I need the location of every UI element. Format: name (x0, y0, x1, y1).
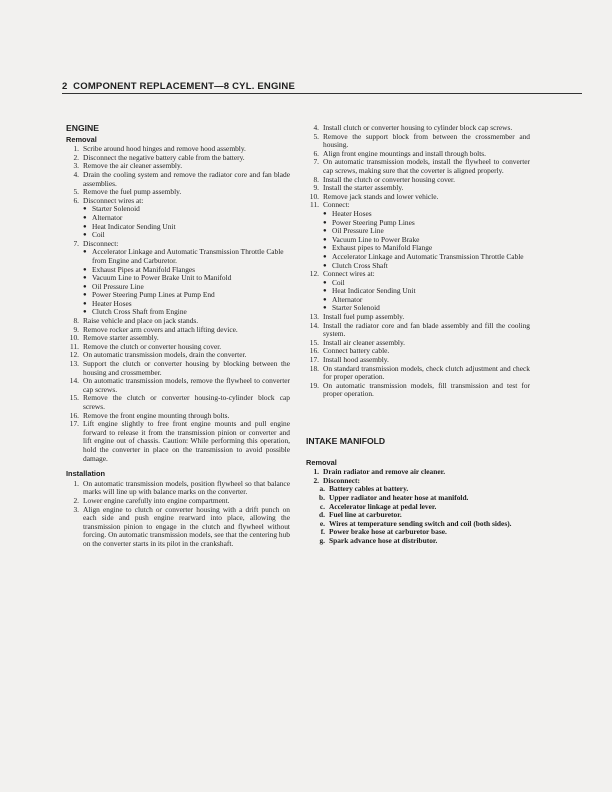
bullet-icon: ● (323, 288, 327, 295)
list-item (306, 537, 530, 546)
bullet-text: Alternator (332, 294, 363, 304)
engine-installation-heading: Installation (66, 469, 106, 479)
bullet-icon: ● (83, 232, 87, 239)
step-text: Remove jack stands and lower vehicle. (323, 191, 439, 201)
step-number: 4. (73, 169, 79, 179)
bullet-text: Accelerator Linkage and Automatic Transmission Throttle Cable (332, 251, 524, 261)
bullet-icon: ● (83, 309, 87, 316)
step-text: Align front engine mountings and install through bolts. (323, 148, 486, 158)
list-item (306, 158, 530, 175)
step-text: Lift engine slightly to free front engine mounts and pull engine forward to release it from the transmission pinion or converter and lift engine out of chassis. Caution: While performing this operation, hold the converter in place on the transmission to avoid possible damage. (83, 419, 290, 463)
step-number: 5. (313, 131, 319, 141)
bullet-text: Power Steering Pump Lines at Pump End (92, 290, 215, 300)
step-text: On automatic transmission models, remove the flywheel to converter cap screws. (83, 376, 290, 394)
step-text: Connect battery cable. (323, 346, 390, 356)
step-number: 10. (69, 333, 79, 343)
step-number: 17. (69, 419, 79, 429)
step-text: On standard transmission models, check clutch adjustment and check for proper operation. (323, 363, 530, 382)
bullet-icon: ● (323, 245, 327, 252)
list-item (66, 394, 290, 411)
intake-manifold-heading: INTAKE MANIFOLD (306, 436, 386, 446)
step-number: 6. (313, 148, 319, 158)
step-text: Lower engine carefully into engine compartment. (83, 495, 230, 505)
step-number: 9. (313, 183, 319, 193)
bullet-icon: ● (83, 223, 87, 230)
step-text: Install the clutch or converter housing cover. (323, 174, 455, 184)
bullet-icon: ● (323, 219, 327, 226)
bullet-icon: ● (323, 305, 327, 312)
list-item (66, 377, 290, 394)
bullet-icon: ● (83, 300, 87, 307)
step-number: 16. (69, 410, 79, 420)
list-item (66, 171, 290, 188)
step-number: 10. (309, 191, 319, 201)
step-number: 2. (313, 475, 319, 485)
step-number: a. (319, 484, 325, 494)
step-text: Remove rocker arm covers and attach lifting device. (83, 324, 238, 334)
bullet-icon: ● (323, 210, 327, 217)
step-text: On automatic transmission models, install the flywheel to converter cap screws, making sure that the coverter is aligned properly. (323, 157, 530, 175)
step-text: Spark advance hose at distributor. (329, 535, 438, 545)
header-rule (62, 93, 582, 94)
step-number: 12. (69, 350, 79, 360)
step-number: 14. (309, 320, 319, 330)
step-text: Align engine to clutch or converter housing with a drift punch on each side and push engine rearward into place, allowing the transmission pinion to engage in the clutch and flywheel without forcing. On automatic transmission models, see that the centering hub on the converter starts in its pilot in the crankshaft. (83, 504, 290, 548)
step-text: Scribe around hood hinges and remove hood assembly. (83, 144, 246, 154)
bullet-item (66, 248, 290, 265)
step-text: Battery cables at battery. (329, 484, 409, 494)
step-text: On automatic transmission models, position flywheel so that balance marks will line up with balance marks on the converter. (83, 478, 290, 497)
step-number: 19. (309, 380, 319, 390)
step-number: 16. (309, 346, 319, 356)
bullet-text: Starter Solenoid (332, 303, 380, 313)
engine-removal-heading: Removal (66, 134, 97, 144)
step-text: Remove the front engine mounting through bolts. (83, 410, 230, 420)
step-text: Install air cleaner assembly. (323, 337, 406, 347)
step-number: b. (319, 492, 325, 502)
list-item (306, 133, 530, 150)
bullet-text: Starter Solenoid (92, 204, 140, 214)
step-number: d. (319, 510, 325, 520)
bullet-text: Exhaust Pipes at Manifold Flanges (92, 264, 196, 274)
page-title: COMPONENT REPLACEMENT—8 CYL. ENGINE (73, 81, 295, 92)
step-text: Remove the fuel pump assembly. (83, 187, 182, 197)
list-item (306, 365, 530, 382)
right-column (306, 124, 530, 546)
step-number: 13. (309, 312, 319, 322)
step-text: Power brake hose at carburetor base. (329, 527, 447, 537)
step-number: g. (319, 535, 325, 545)
step-number: 1. (73, 478, 79, 488)
bullet-icon: ● (323, 296, 327, 303)
step-text: On automatic transmission models, drain the converter. (83, 350, 247, 360)
intake-removal-steps (306, 468, 530, 545)
bullet-text: Power Steering Pump Lines (332, 217, 415, 227)
step-number: 9. (73, 324, 79, 334)
step-number: 2. (73, 495, 79, 505)
step-text: Disconnect the negative battery cable from the battery. (83, 152, 245, 162)
bullet-text: Coil (332, 277, 345, 287)
list-item (66, 506, 290, 549)
bullet-icon: ● (83, 249, 87, 256)
bullet-icon: ● (323, 279, 327, 286)
step-number: 11. (70, 341, 79, 351)
step-text: Install hood assembly. (323, 355, 389, 365)
step-text: Remove the air cleaner assembly. (83, 161, 183, 171)
step-number: 13. (69, 359, 79, 369)
step-number: 15. (309, 337, 319, 347)
step-text: Remove the clutch or converter housing cover. (83, 341, 222, 351)
step-number: 8. (73, 316, 79, 326)
bullet-icon: ● (83, 275, 87, 282)
page-number: 2 (62, 81, 68, 92)
step-text: Remove starter assembly. (83, 333, 159, 343)
step-text: Wires at temperature sending switch and coil (both sides). (329, 518, 512, 528)
step-number: 18. (309, 363, 319, 373)
step-text: Fuel line at carburetor. (329, 510, 402, 520)
step-text: Remove the support block from between the crossmember and housing. (323, 131, 530, 150)
step-number: 6. (73, 195, 79, 205)
step-text: Raise vehicle and place on jack stands. (83, 316, 199, 326)
step-number: 7. (313, 157, 319, 167)
step-number: 2. (73, 152, 79, 162)
step-number: 5. (73, 187, 79, 197)
bullet-icon: ● (323, 253, 327, 260)
bullet-text: Clutch Cross Shaft from Engine (92, 307, 187, 317)
step-number: 1. (313, 467, 319, 477)
step-number: 15. (69, 393, 79, 403)
bullet-text: Heater Hoses (332, 208, 372, 218)
bullet-text: Exhaust pipes to Manifold Flange (332, 243, 433, 253)
step-text: Connect: (323, 200, 350, 210)
bullet-icon: ● (323, 262, 327, 269)
bullet-icon: ● (323, 228, 327, 235)
bullet-text: Oil Pressure Line (332, 226, 384, 236)
bullet-text: Vacuum Line to Power Brake Unit to Manifold (92, 273, 232, 283)
step-text: Install the radiator core and fan blade assembly and fill the cooling system. (323, 320, 530, 339)
bullet-icon: ● (83, 214, 87, 221)
step-number: 4. (313, 123, 319, 132)
engine-installation-steps-continued (306, 124, 530, 399)
step-text: Install fuel pump assembly. (323, 312, 405, 322)
step-text: Disconnect wires at: (83, 195, 144, 205)
bullet-icon: ● (83, 292, 87, 299)
step-number: c. (319, 501, 325, 511)
step-number: 8. (313, 174, 319, 184)
step-text: Connect wires at: (323, 269, 375, 279)
step-number: 7. (73, 238, 79, 248)
step-text: Disconnect: (83, 238, 119, 248)
bullet-text: Oil Pressure Line (92, 281, 144, 291)
bullet-text: Clutch Cross Shaft (332, 260, 388, 270)
list-item (306, 322, 530, 339)
bullet-icon: ● (83, 283, 87, 290)
step-text: Accelerator linkage at pedal lever. (329, 501, 437, 511)
list-item (66, 480, 290, 497)
bullet-text: Coil (92, 230, 105, 240)
step-number: f. (320, 527, 325, 537)
step-number: 1. (73, 144, 79, 154)
engine-installation-steps (66, 480, 290, 549)
bullet-icon: ● (323, 236, 327, 243)
bullet-icon: ● (83, 206, 87, 213)
step-number: e. (319, 518, 325, 528)
step-number: 11. (310, 200, 319, 210)
step-number: 3. (73, 504, 79, 514)
list-item (66, 360, 290, 377)
step-text: On automatic transmission models, fill transmission and test for proper operation. (323, 380, 530, 399)
bullet-text: Accelerator Linkage and Automatic Transmission Throttle Cable from Engine and Carburetor. (92, 247, 284, 265)
list-item (66, 420, 290, 463)
engine-heading: ENGINE (66, 123, 99, 133)
step-text: Drain radiator and remove air cleaner. (323, 467, 446, 477)
step-text: Install the starter assembly. (323, 183, 404, 193)
bullet-text: Heat Indicator Sending Unit (92, 221, 176, 231)
step-number: 14. (69, 376, 79, 386)
intake-removal-heading: Removal (306, 457, 337, 467)
step-text: Remove the clutch or converter housing-to-cylinder block cap screws. (83, 393, 290, 411)
list-item (306, 382, 530, 399)
engine-removal-steps (66, 145, 290, 463)
left-column (66, 124, 290, 549)
page-header (62, 81, 582, 92)
step-number: 17. (309, 355, 319, 365)
bullet-text: Heat Indicator Sending Unit (332, 286, 416, 296)
step-text: Install clutch or converter housing to cylinder block cap screws. (323, 123, 513, 132)
bullet-text: Heater Hoses (92, 298, 132, 308)
bullet-text: Alternator (92, 212, 123, 222)
step-text: Support the clutch or converter housing by blocking between the housing and crossmember. (83, 359, 290, 377)
step-text: Disconnect: (323, 475, 360, 485)
step-number: 3. (73, 161, 79, 171)
bullet-text: Vacuum Line to Power Brake (332, 234, 420, 244)
step-text: Upper radiator and heater hose at manifold. (329, 492, 469, 502)
step-number: 12. (309, 269, 319, 279)
bullet-icon: ● (83, 266, 87, 273)
step-text: Drain the cooling system and remove the radiator core and fan blade assemblies. (83, 169, 290, 188)
